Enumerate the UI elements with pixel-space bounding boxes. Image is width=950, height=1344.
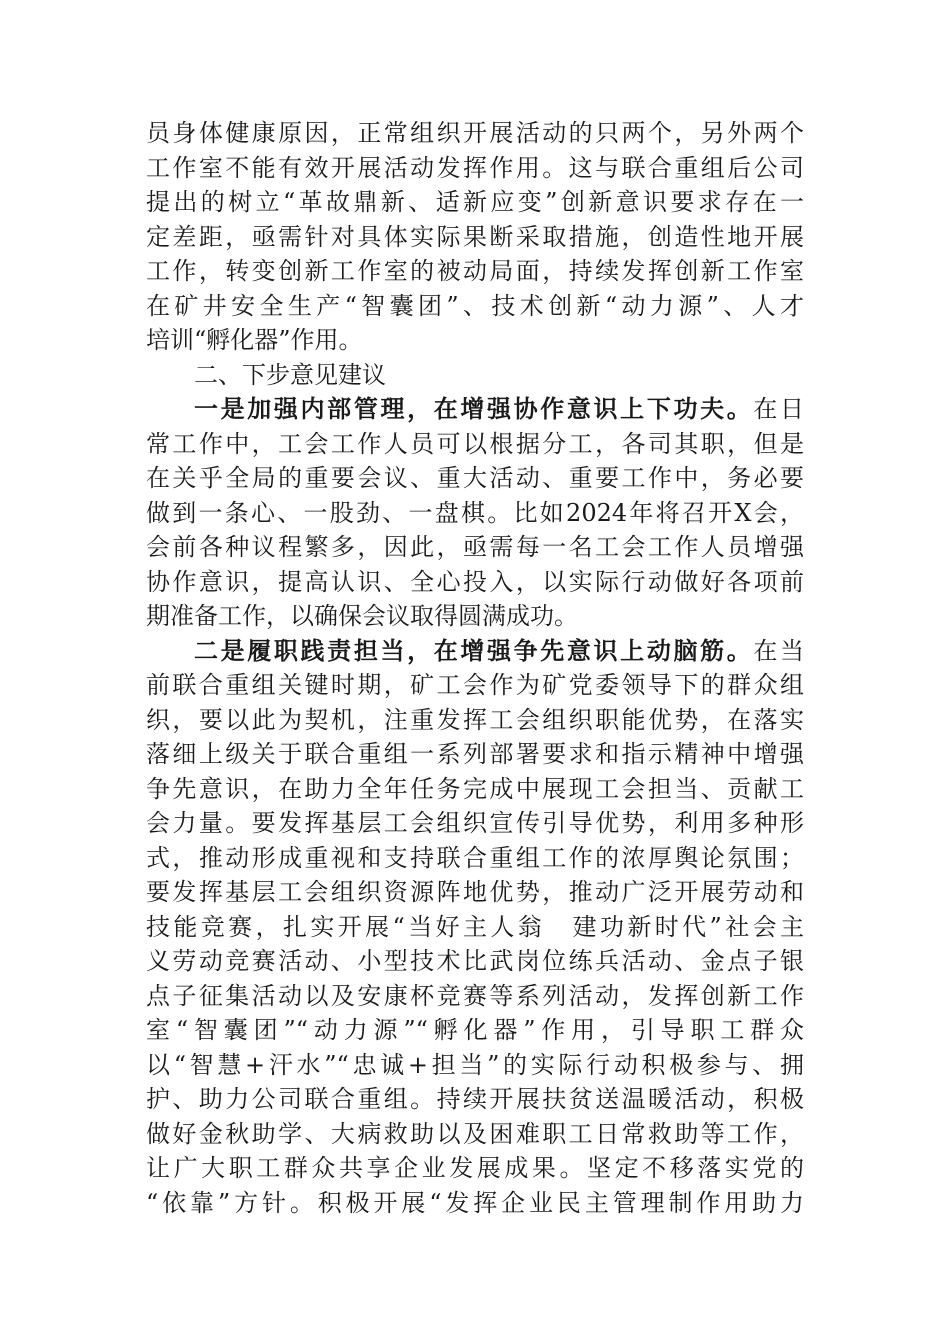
text-line: 定差距，亟需针对具体实际果断采取措施，创造性地开展 <box>146 222 804 251</box>
text-line: 让广大职工群众共享企业发展成果。坚定不移落实党的 <box>146 1154 804 1182</box>
text-line: 做好金秋助学、大病救助以及困难职工日常救助等工作， <box>146 1119 804 1148</box>
text-line: 做到一条心、一股劲、一盘棋。比如2024年将召开X会， <box>146 498 804 527</box>
text-line: 协作意识，提高认识、全心投入，以实际行动做好各项前 <box>146 567 804 596</box>
text-line: 护、助力公司联合重组。持续开展扶贫送温暖活动，积极 <box>146 1085 804 1113</box>
paragraph-innovation-studio <box>146 116 804 358</box>
text-line: 在矿井安全生产“智囊团”、技术创新“动力源”、人才 <box>146 291 804 320</box>
lead-continuation: 在日 <box>753 395 805 423</box>
text-line: 点子征集活动以及安康杯竞赛等系列活动，发挥创新工作 <box>146 981 804 1010</box>
text-line: 室“智囊团”“动力源”“孵化器”作用，引导职工群众 <box>146 1016 804 1044</box>
text-line: 前联合重组关键时期，矿工会作为矿党委领导下的群众组 <box>146 671 804 699</box>
section-heading: 二、下步意见建议 <box>194 360 386 389</box>
text-line: 技能竞赛，扎实开展“当好主人翁 建功新时代”社会主 <box>146 912 804 941</box>
text-line: “依靠”方针。积极开展“发挥企业民主管理制作用助力 <box>146 1188 804 1217</box>
text-line: 义劳动竞赛活动、小型技术比武岗位练兵活动、金点子银 <box>146 947 804 975</box>
text-line: 织，要以此为契机，注重发挥工会组织职能优势，在落实 <box>146 705 804 734</box>
paragraph-responsibility <box>146 634 804 1221</box>
text-line: 式，推动形成重视和支持联合重组工作的浓厚舆论氛围； <box>146 843 804 872</box>
text-line: 会力量。要发挥基层工会组织宣传引导优势，利用多种形 <box>146 809 804 837</box>
text-line: 要发挥基层工会组织资源阵地优势，推动广泛开展劳动和 <box>146 878 804 906</box>
text-line: 工作，转变创新工作室的被动局面，持续发挥创新工作室 <box>146 257 804 285</box>
text-line: 期准备工作，以确保会议取得圆满成功。 <box>146 602 578 630</box>
text-line: 培训“孵化器”作用。 <box>146 326 363 354</box>
text-line: 工作室不能有效开展活动发挥作用。这与联合重组后公司 <box>146 153 804 182</box>
paragraph-internal-management <box>146 392 804 634</box>
text-line <box>146 392 804 427</box>
document-page <box>146 116 804 1220</box>
text-line: 员身体健康原因，正常组织开展活动的只两个，另外两个 <box>146 119 804 147</box>
text-line: 以“智慧+汗水”“忠诚+担当”的实际行动积极参与、拥 <box>146 1050 804 1079</box>
text-line <box>146 634 804 669</box>
text-line: 常工作中，工会工作人员可以根据分工，各司其职，但是 <box>146 429 804 458</box>
lead-sentence: 一是加强内部管理，在增强协作意识上下功夫。 <box>194 394 754 423</box>
text-line: 会前各种议程繁多，因此，亟需每一名工会工作人员增强 <box>146 533 804 561</box>
lead-continuation: 在当 <box>753 636 805 665</box>
text-line: 提出的树立“革故鼎新、适新应变”创新意识要求存在一 <box>146 188 804 216</box>
text-line: 争先意识，在助力全年任务完成中展现工会担当、贡献工 <box>146 774 804 803</box>
text-line: 落细上级关于联合重组一系列部署要求和指示精神中增强 <box>146 740 804 768</box>
lead-sentence: 二是履职践责担当，在增强争先意识上动脑筋。 <box>194 635 754 665</box>
text-line: 在关乎全局的重要会议、重大活动、重要工作中，务必要 <box>146 464 804 492</box>
